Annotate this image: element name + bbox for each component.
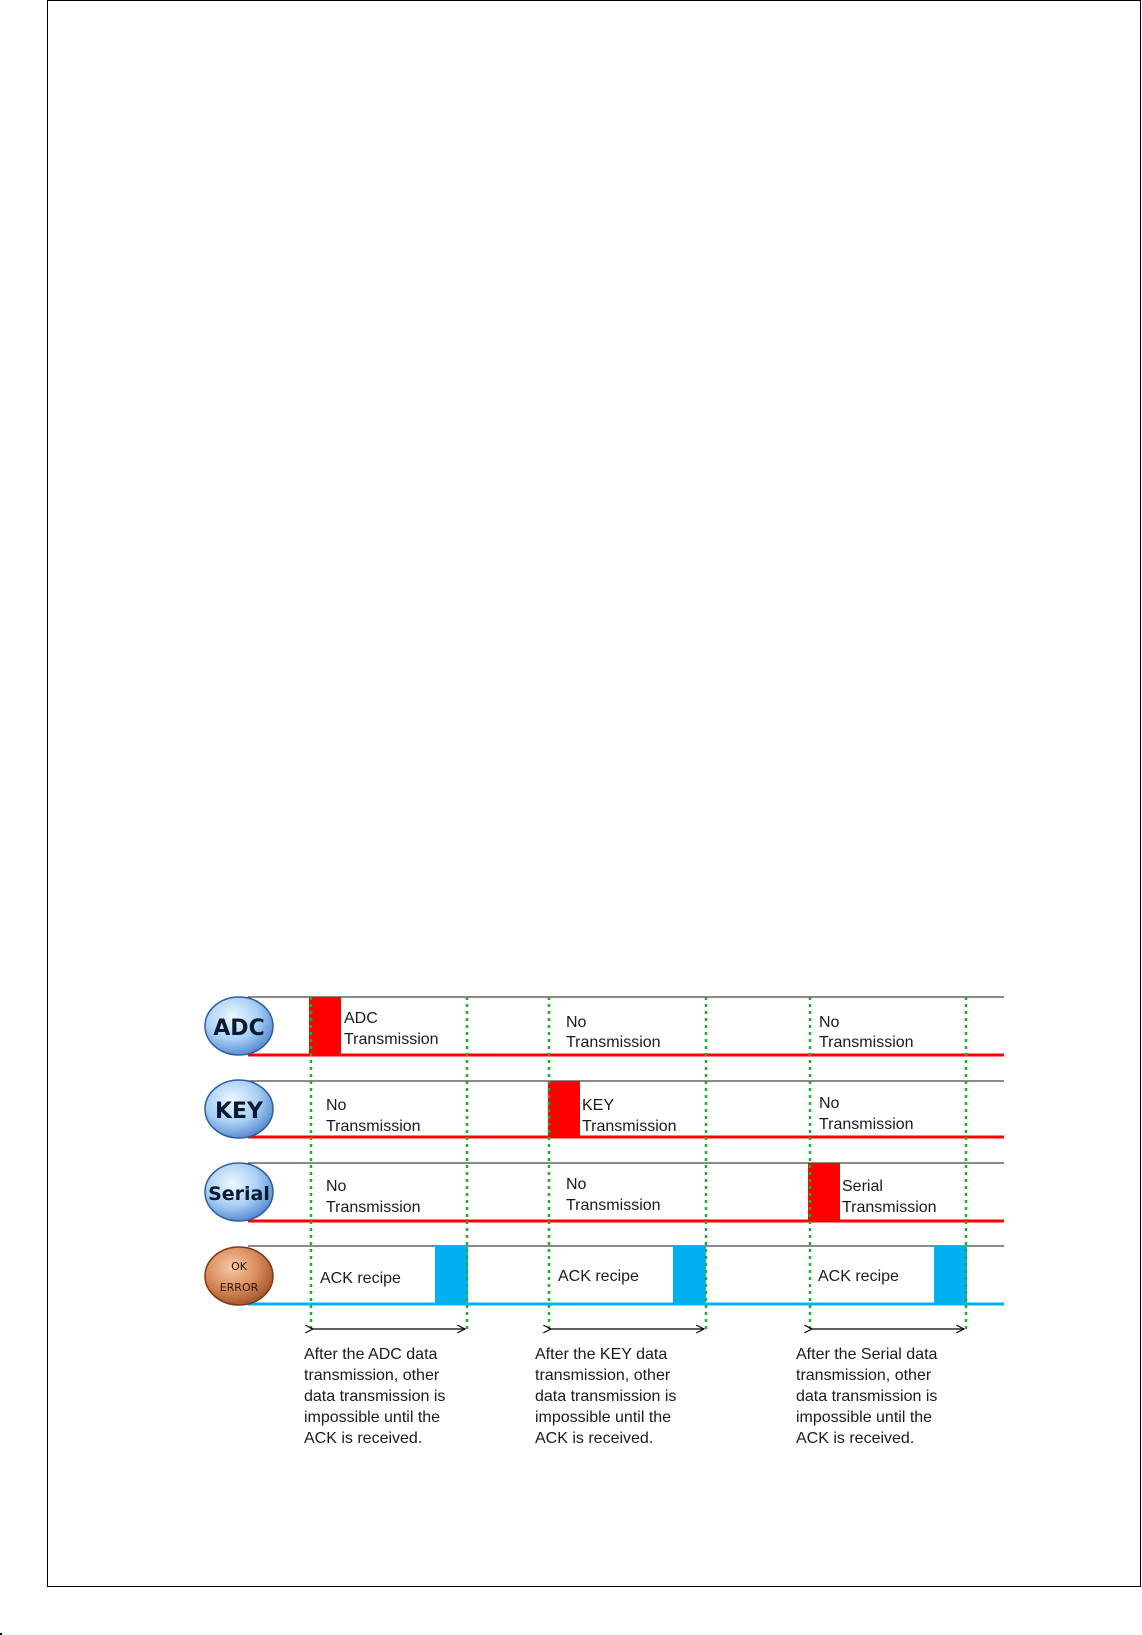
serial-lane-labels [326, 1176, 937, 1216]
note-line: transmission, other [304, 1367, 440, 1384]
ack-pulse-2 [673, 1246, 706, 1304]
period-label-line: Transmission [819, 1116, 914, 1133]
ack-pulse-3 [934, 1246, 967, 1304]
note-line: transmission, other [535, 1367, 671, 1384]
ack-lane-labels [320, 1268, 899, 1287]
note-line: After the ADC data [304, 1346, 438, 1363]
period-label-line: Transmission [566, 1197, 661, 1214]
note-line: data transmission is [535, 1388, 677, 1405]
note-3 [796, 1346, 938, 1447]
adc-lane-labels [344, 1010, 914, 1051]
ok-badge-label: OK [231, 1260, 247, 1273]
ack-label: ACK recipe [818, 1268, 899, 1285]
period-label-line: No [566, 1176, 587, 1193]
key-transmission-pulse [548, 1081, 580, 1137]
period-label-line: No [566, 1014, 587, 1031]
period-label-line: Transmission [566, 1034, 661, 1051]
ack-label: ACK recipe [558, 1268, 639, 1285]
note-line: data transmission is [304, 1388, 446, 1405]
period-label-line: No [326, 1097, 347, 1114]
adc-transmission-pulse [309, 997, 341, 1055]
ack-label: ACK recipe [320, 1270, 401, 1287]
key-lane-labels [326, 1095, 914, 1135]
period-label-line: No [819, 1014, 840, 1031]
note-line: After the Serial data [796, 1346, 938, 1363]
note-line: ACK is received. [535, 1430, 654, 1447]
key-badge [205, 1080, 273, 1138]
ack-pulse-1 [435, 1246, 468, 1304]
serial-transmission-pulse [808, 1163, 840, 1221]
period-label-line: Transmission [344, 1031, 439, 1048]
note-line: ACK is received. [796, 1430, 915, 1447]
note-line: impossible until the [796, 1409, 933, 1426]
period-label-line: Transmission [326, 1118, 421, 1135]
note-1 [304, 1346, 445, 1447]
note-line: ACK is received. [304, 1430, 423, 1447]
period-label-line: No [326, 1178, 347, 1195]
signal-baselines [248, 1055, 1004, 1304]
serial-badge-label: Serial [208, 1183, 270, 1205]
note-line: transmission, other [796, 1367, 932, 1384]
period-label-line: Transmission [326, 1199, 421, 1216]
note-line: data transmission is [796, 1388, 938, 1405]
period-label-line: Transmission [819, 1034, 914, 1051]
key-badge-label: KEY [214, 1099, 264, 1124]
error-badge-label: ERROR [219, 1281, 259, 1294]
period-label-line: Serial [842, 1178, 883, 1195]
period-label-line: KEY [582, 1097, 615, 1114]
adc-badge-label: ADC [213, 1016, 265, 1041]
note-line: impossible until the [304, 1409, 441, 1426]
period-label-line: Transmission [842, 1199, 937, 1216]
note-line: After the KEY data [535, 1346, 668, 1363]
period-label-line: ADC [344, 1010, 378, 1027]
note-line: impossible until the [535, 1409, 672, 1426]
period-label-line: Transmission [582, 1118, 677, 1135]
ok-error-badge-icon [205, 1247, 273, 1305]
serial-badge [205, 1163, 273, 1221]
ok-error-badge [205, 1247, 273, 1305]
period-label-line: No [819, 1095, 840, 1112]
note-2 [535, 1346, 676, 1447]
adc-badge [205, 997, 273, 1055]
